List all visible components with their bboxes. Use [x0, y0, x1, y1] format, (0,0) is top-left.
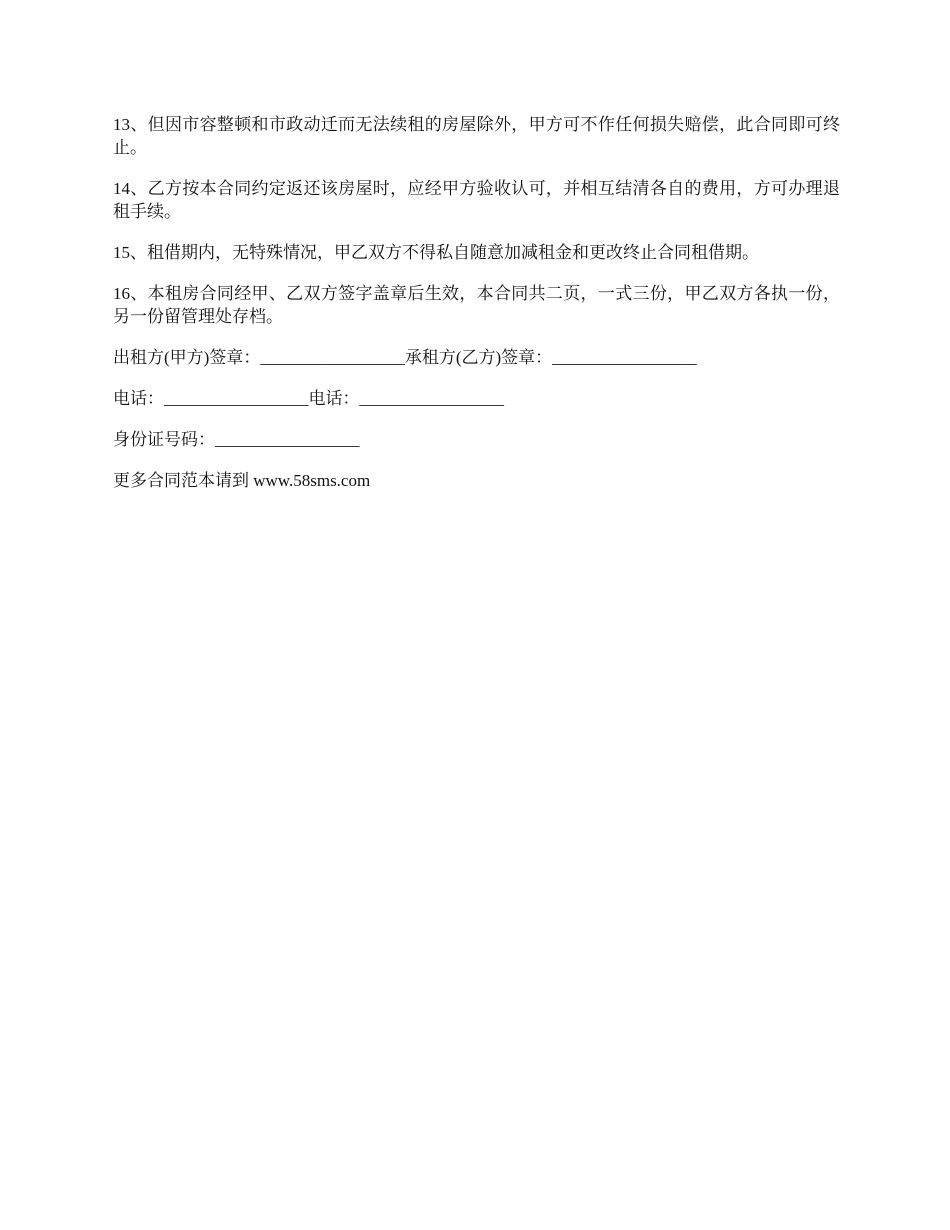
clause-14: 14、乙方按本合同约定返还该房屋时，应经甲方验收认可，并相互结清各自的费用，方可办理退租手续。: [113, 179, 840, 221]
clause-13: 13、但因市容整顿和市政动迁而无法续租的房屋除外，甲方可不作任何损失赔偿，此合同即可终止。: [113, 115, 840, 157]
clause-16: 16、本租房合同经甲、乙双方签字盖章后生效，本合同共二页，一式三份，甲乙双方各执一份，另一份留管理处存档。: [113, 284, 840, 326]
clause-15: 15、租借期内，无特殊情况，甲乙双方不得私自随意加减租金和更改终止合同租借期。: [113, 243, 759, 262]
phone-line: 电话：_________________电话：_________________: [113, 389, 504, 408]
signature-line-parties: 出租方(甲方)签章：_________________承租方(乙方)签章：_________________: [113, 348, 697, 367]
more-templates-link: 更多合同范本请到 www.58sms.com: [113, 471, 371, 490]
document-body: [113, 113, 840, 510]
id-number-line: 身份证号码：_________________: [113, 430, 360, 449]
